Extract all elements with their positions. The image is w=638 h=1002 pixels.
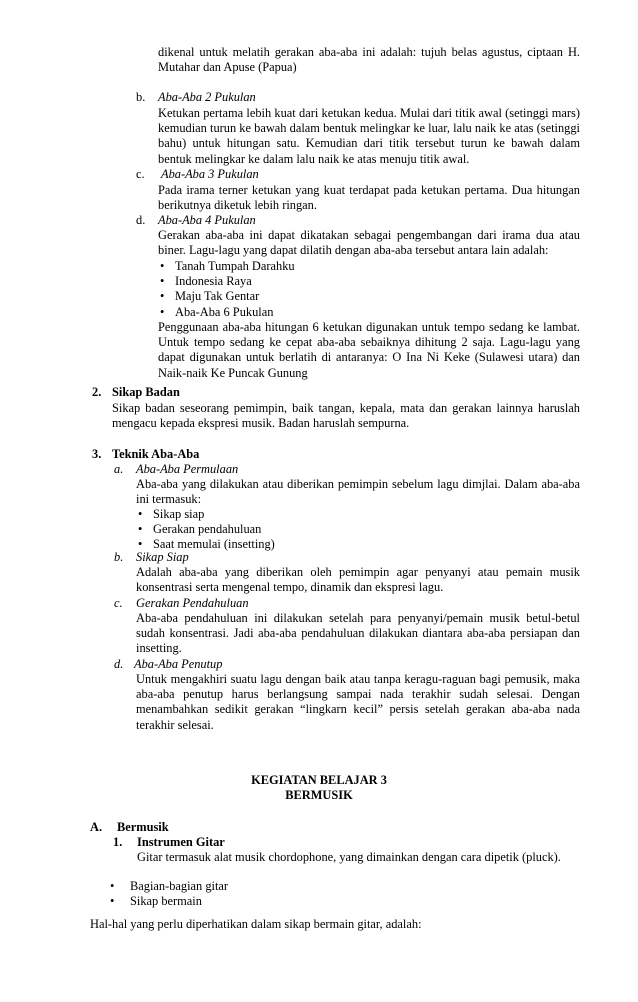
item-c-title: Aba-Aba 3 Pukulan: [161, 167, 259, 181]
secA-sub-heading: [113, 835, 579, 850]
item-c-text: Pada irama terner ketukan yang kuat terdapat pada ketukan pertama. Dua hitungan berikutnya diketuk lebih ringan.: [158, 183, 580, 213]
item-c-heading: [136, 167, 580, 182]
sec3-b-text: Adalah aba-aba yang diberikan oleh pemimpin agar penyanyi atau pemain musik konsentrasi serta mengenal tempo, dinamik dan ekspresi lagu.: [136, 565, 580, 595]
sec3-b-title: Sikap Siap: [136, 550, 189, 564]
sec2-title: Sikap Badan: [112, 385, 180, 399]
song-list: [160, 259, 580, 320]
sec2-text: Sikap badan seseorang pemimpin, baik tangan, kepala, mata dan gerakan lainnya haruslah mengacu kepada ekspresi musik. Badan haruslah sempurna.: [112, 401, 580, 431]
sec3-a-text: Aba-aba yang dilakukan atau diberikan pemimpin sebelum lagu dimjlai. Dalam aba-aba ini termasuk:: [136, 477, 580, 507]
item-d-title: Aba-Aba 4 Pukulan: [158, 213, 256, 227]
sec3-a-title: Aba-Aba Permulaan: [136, 462, 239, 476]
list-item: • Maju Tak Gentar: [160, 289, 580, 304]
sec3-d-text: Untuk mengakhiri suatu lagu dengan baik atau tanpa keragu-raguan bagi pemusik, maka aba-aba penutup harus berlangsung sampai nada terakhir sudah selesai. Dengan menambahkan sedikit gerakan “lingkarn kecil” persis setelah gerakan aba-aba nada terakhir selesai.: [136, 672, 580, 732]
list-item: • Saat memulai (insetting): [138, 537, 578, 552]
sec3-number: 3.: [92, 447, 102, 461]
secA-sub-text: Gitar termasuk alat musik chordophone, yang dimainkan dengan cara dipetik (pluck).: [137, 850, 561, 864]
sec3-heading: [92, 447, 582, 462]
sec3-c-heading: [114, 596, 580, 611]
secA-list: [110, 879, 580, 909]
sec3-a-list: [138, 507, 578, 553]
list-item: • Sikap siap: [138, 507, 578, 522]
list-item: • Aba-Aba 6 Pukulan: [160, 305, 580, 320]
item-b-title: Aba-Aba 2 Pukulan: [158, 90, 256, 104]
sec3-d-title: Aba-Aba Penutup: [134, 657, 223, 671]
sec3-a-label: a.: [114, 462, 124, 476]
item-b-label: b.: [136, 90, 146, 104]
secA-sub-number: 1.: [113, 835, 123, 849]
sec2-heading: [92, 385, 582, 400]
kegiatan-belajar-subtitle: BERMUSIK: [285, 788, 353, 803]
list-item: • Indonesia Raya: [160, 274, 580, 289]
sec3-b-label: b.: [114, 550, 124, 564]
sec2-number: 2.: [92, 385, 102, 399]
list-item: • Gerakan pendahuluan: [138, 522, 578, 537]
secA-heading: [90, 820, 580, 835]
sec3-d-label: d.: [114, 657, 124, 671]
secA-label: A.: [90, 820, 103, 834]
kegiatan-belajar-title: KEGIATAN BELAJAR 3: [251, 773, 387, 787]
item-b-text: Ketukan pertama lebih kuat dari ketukan kedua. Mulai dari titik awal (setinggi mars) kemudian turun ke bawah dalam bentuk melingkar ke luar, lalu naik ke atas (setinggi bahu) untuk hitungan satu. Kemudian dari titik tersebut turun ke bawah dalam bentuk melingkar ke dalam lalu naik ke atas menuju titik awal.: [158, 106, 580, 166]
item-d-heading: [136, 213, 580, 228]
item-d-label: d.: [136, 213, 146, 227]
sec3-c-label: c.: [114, 596, 123, 610]
list-item: • Tanah Tumpah Darahku: [160, 259, 580, 274]
sec3-title: Teknik Aba-Aba: [112, 447, 200, 461]
list-item: • Sikap bermain: [110, 894, 580, 909]
item-b-heading: [136, 90, 580, 105]
secA-closing: Hal-hal yang perlu diperhatikan dalam sikap bermain gitar, adalah:: [90, 917, 422, 931]
item-a-continuation: dikenal untuk melatih gerakan aba-aba ini adalah: tujuh belas agustus, ciptaan H. Mutahar dan Apuse (Papua): [158, 45, 580, 75]
sec3-b-heading: [114, 550, 580, 565]
list-item: • Bagian-bagian gitar: [110, 879, 580, 894]
sec3-c-text: Aba-aba pendahuluan ini dilakukan setelah para penyanyi/pemain musik betul-betul sudah konsentrasi. Jadi aba-aba pendahuluan dilakukan diantara aba-aba persiapan dan insetting.: [136, 611, 580, 656]
secA-sub-title: Instrumen Gitar: [137, 835, 225, 849]
secA-title: Bermusik: [117, 820, 169, 834]
kegiatan-belajar-heading: [0, 773, 638, 803]
sec3-d-heading: [114, 657, 580, 672]
item-d-text: Gerakan aba-aba ini dapat dikatakan sebagai pengembangan dari irama dua atau biner. Lagu-lagu yang dapat dilatih dengan aba-aba tersebut antara lain adalah:: [158, 228, 580, 258]
item-c-label: c.: [136, 167, 145, 181]
sec3-a-heading: [114, 462, 580, 477]
sec3-c-title: Gerakan Pendahuluan: [136, 596, 249, 610]
tempo-text: Penggunaan aba-aba hitungan 6 ketukan digunakan untuk tempo sedang ke lambat. Untuk tempo sedang ke cepat aba-aba sebaiknya dihitung 2 saja. Lagu-lagu yang dapat digunakan untuk berlatih di antaranya: O Ina Ni Keke (Sulawesi utara) dan Naik-naik Ke Puncak Gunung: [158, 320, 580, 380]
